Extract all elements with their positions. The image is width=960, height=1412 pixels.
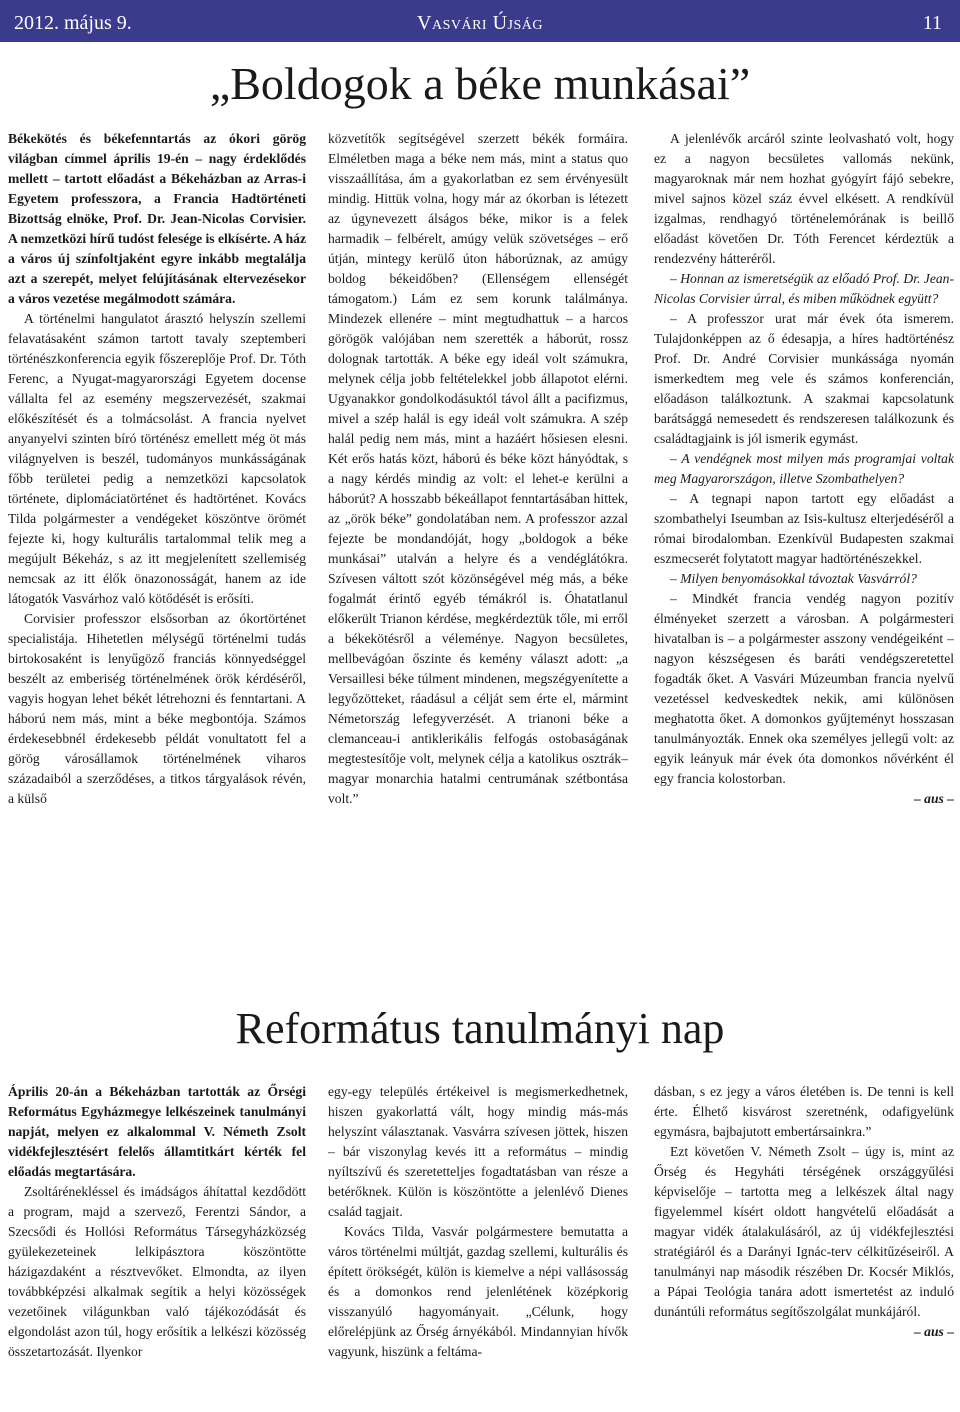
issue-date: 2012. május 9. [14, 12, 132, 34]
interview-answer: – Mindkét francia vendég nagyon pozitív élményeket szerzett a városban. A polgármesteri hivatalban is – a polgármester asszony vendégeiként – nagyon készségesen és baráti vendégszeretettel fogadták őket. A Vasvári Múzeumban francia nyelvű vezetéssel kedveskedtek nekik, ami különösen meghatotta őket. A domonkos gyűjteményt hosszasan tanulmányozták. Ennek oka személyes jellegű volt: az egyik leányuk már évek óta domonkos nővérként él egy francia kolostorban. [654, 591, 954, 786]
article2-column-2 [328, 1082, 628, 1412]
article1-column-3 [654, 129, 954, 989]
page-number: 11 [922, 12, 942, 34]
article1-paragraph: A jelenlévők arcáról szinte leolvasható volt, hogy ez a nagyon becsületes vallomás nekünk, magyaroknak már nem hozhat gyógyírt fájó sebekre, mivel sajnos közel száz évvel elkésett. A rendkívül izgalmas, rendhagyó történelemórának is beillő előadást követően Dr. Tóth Ferencet kérdeztük a rendezvény hátteréről. [654, 131, 954, 266]
article2-paragraph: Kovács Tilda, Vasvár polgármestere bemutatta a város történelmi múltját, gazdag szellemi, kulturális és épített örökségét, külön is kiemelve a népi vallásosság és a domonkos rend jelenlétének középkorig visszanyúló hagyományait. „Célunk, hogy előrelépjünk az Őrség árnyékából. Mindannyian hívők vagyunk, hiszünk a feltáma- [328, 1224, 628, 1359]
interview-question: – A vendégnek most milyen más programjai voltak meg Magyarországon, illetve Szombathelyen? [654, 451, 954, 486]
article1-paragraph: A történelmi hangulatot árasztó helyszín szellemi felavatásaként számon tartott tavaly szeptemberi történészkonferencia egyik főszereplője Prof. Dr. Tóth Ferenc, a Nyugat-magyarországi Egyetem docense vállalta fel az esemény megszervezését, szakmai előkészítését és a tolmácsolást. A francia nyelvet anyanyelvi szinten bíró történész emellett még öt más világnyelven is beszél, tudományos munkásságának főbb területei pedig a nemzetközi kapcsolatok története, diplomáciatörténet és hadtörténet. Kovács Tilda polgármester a vendégeket köszöntve örömét fejezte ki, hogy kulturális tartalommal telik meg a megújult Békeház, s az itt megjelenített szellemiség nemcsak az itt élők önazonosságát, hanem az ide látogatók Vasvárhoz való kötődését is erősíti. [8, 311, 306, 606]
article2-column-1 [8, 1082, 306, 1412]
article1-paragraph: Corvisier professzor elsősorban az ókortörténet specialistája. Hihetetlen mélységű történelmi tudás birtokosaként is lenyűgöző franciás könnyedséggel beszélt az emberiség történelmének örök kérdéséről, vagyis hogyan lehet békét létrehozni és fenntartani. A háború nem más, mint a béke megbontója. Számos érdekesebbnél érdekesebb példát vonultatott fel a görög városállamok történelmének viharos századaiból a szerződéses, a titkos tárgyalások révén, a külső [8, 611, 306, 806]
article2-title: Református tanulmányi nap [235, 1004, 725, 1053]
article1-signature: – aus – [913, 791, 954, 806]
article2-signature: – aus – [913, 1324, 954, 1339]
article2-paragraph: egy-egy település értékeivel is megismerkedhetnek, hiszen gyakorlattá vált, hogy mindig más-más helyszínt választanak. Vasvárra szívesen jöttek, hiszen – bár viszonylag kevés itt a református – mindig nyíltszívű és szeretetteljes fogadtatásban van része a betérőknek. Külön is köszöntötte a jelenlévő Dienes család tagjait. [328, 1084, 628, 1219]
article1-paragraph: közvetítők segítségével szerzett békék formáira. Elméletben maga a béke nem más, mint a status quo visszaállítása, ám a gyakorlatban ez sem érvényesült mindig. Hittük volna, hogy már az ókorban is létezett az úgynevezett álságos béke, mikor is a felek harmadik – felbérelt, amúgy velük szövetséges – erő útján, mintegy kerülő úton háborúznak, az amúgy boldog békeidőben? (Ellenségem ellenségét támogatom.) Lám ez sem korunk találmánya. Mindezek ellenére – mint megtudhattuk – a harcos görögök valójában nem szerették a háborút, rossz dolognak tartották. A béke egy ideál volt számukra, melynek célja jobb feltételekkel jobb állapotot elérni. Ugyanakkor gondolkodásuktól távol állt a pacifizmus, mivel a szép halál is egy ideál volt számukra. A szép halál pedig nem más, mint a hazáért hősiesen elesni. Két erős hatás közt, háború és béke közt hányódtak, s a nagy kérdés mindig az volt: el lehet-e kerülni a háborút? A hosszabb békeállapot fenntartásában hittek, az „örök béke” gondolatában nem. A professzor azzal fejezte be mondandóját, hogy „boldogok a béke munkásai” utalván a helyre és a vendéglátókra. Szívesen váltott szót közönségével még más, a béke fogalmát érintő egyéb témákról is. Óhatatlanul előkerült Trianon kérdése, megkérdeztük tőle, mi erről a békekötésről a véleménye. Nagyon becsületes, mellbevágóan őszinte és kemény választ adott: „a Versaillesi béke túlment mindenen, megszégyenítette a legyőzötteket, ráadásul a célját sem érte el, mármint Németország lefegyverzését. A trianoni béke a clemanceau-i antiklerikális felfogás ostobaságának megtestesítője volt, melynek célja a katolikus osztrák–magyar monarchia hatalmi centrumának szétbontása volt.” [328, 131, 628, 806]
newspaper-name: Vasvári Újság [417, 12, 543, 34]
article2-paragraph: Zsoltárénekléssel és imádságos áhítattal kezdődött a program, majd a szervező, Ferentzi Sándor, a Szecsődi és Hollósi Református Társegyházközség gyülekezeteinek lelkipásztora köszöntötte házigazdaként a résztvevőket. Elmondta, az ilyen továbbképzési alkalmak segítik a helyi közösségek vezetőinek világunkban való tájékozódását és elgondolást azon túl, hogy erősítik a lelkészi közösség összetartozását. Ilyenkor [8, 1184, 306, 1359]
article1-column-1 [8, 129, 306, 989]
article2-column-3 [654, 1082, 954, 1412]
article1-title: „Boldogok a béke munkásai” [209, 58, 751, 109]
page-header [0, 0, 960, 42]
article1-column-2 [328, 129, 628, 989]
interview-question: – Honnan az ismeretségük az előadó Prof. Dr. Jean-Nicolas Corvisier úrral, és miben működnek együtt? [654, 271, 954, 306]
article1-lead: Békekötés és békefenntartás az ókori görög világban címmel április 19-én – nagy érdeklődés mellett – tartott előadást a Békeházban az Arras-i Egyetem professzora, a Francia Hadtörténeti Bizottság elnöke, Prof. Dr. Jean-Nicolas Corvisier. A nemzetközi hírű tudóst felesége is elkísérte. A ház a város új színfoltjaként egyre inkább megtalálja azt a szerepét, melyet felújításának eltervezésekor a város vezetése megálmodott számára. [8, 131, 306, 306]
article2-paragraph: Ezt követően V. Németh Zsolt – úgy is, mint az Őrség és Hegyháti térségének országgyűlési képviselője – tartotta meg a lelkészek által nagy figyelemmel kísért oldott hangvételű előadását a magyar vidék átalakulásáról, az új vidékfejlesztési stratégiáról és a Darányi Ignác-terv célkitűzéseiről. A tanulmányi nap második részében Dr. Kocsér Miklós, a Pápai Teológia tanára adott ismertetést az induló dunántúli református segítőszolgálat munkájáról. [654, 1144, 954, 1319]
interview-question: – Milyen benyomásokkal távoztak Vasvárról? [670, 571, 917, 586]
interview-answer: – A professzor urat már évek óta ismerem. Tulajdonképpen az ő édesapja, a híres hadtörténész Prof. Dr. André Corvisier munkássága nyomán ismerkedtem meg vele és számos konferencián, előadáson találkoztunk. A szakmai kapcsolatunk barátsággá nemesedett és rendszeresen találkozunk és családtagjaink is jól ismerik egymást. [654, 311, 954, 446]
interview-answer: – A tegnapi napon tartott egy előadást a szombathelyi Iseumban az Isis-kultusz elterjedéséről a római birodalomban. Ezenkívül Budapesten szakmai eszmecserét folytatott magyar hadtörténészekkel. [654, 491, 954, 566]
article2-paragraph: dásban, s ez jegy a város életében is. De tenni is kell érte. Élhető kisvárost szeretnénk, odafigyelünk egymásra, bajbajutott embertársainkra.” [654, 1084, 954, 1139]
article2-lead: Április 20-án a Békeházban tartották az Őrségi Református Egyházmegye lelkészeinek tanulmányi napját, melyen ez alkalommal V. Németh Zsolt vidékfejlesztésért felelős államtitkárt kérték fel előadás megtartására. [8, 1084, 306, 1179]
